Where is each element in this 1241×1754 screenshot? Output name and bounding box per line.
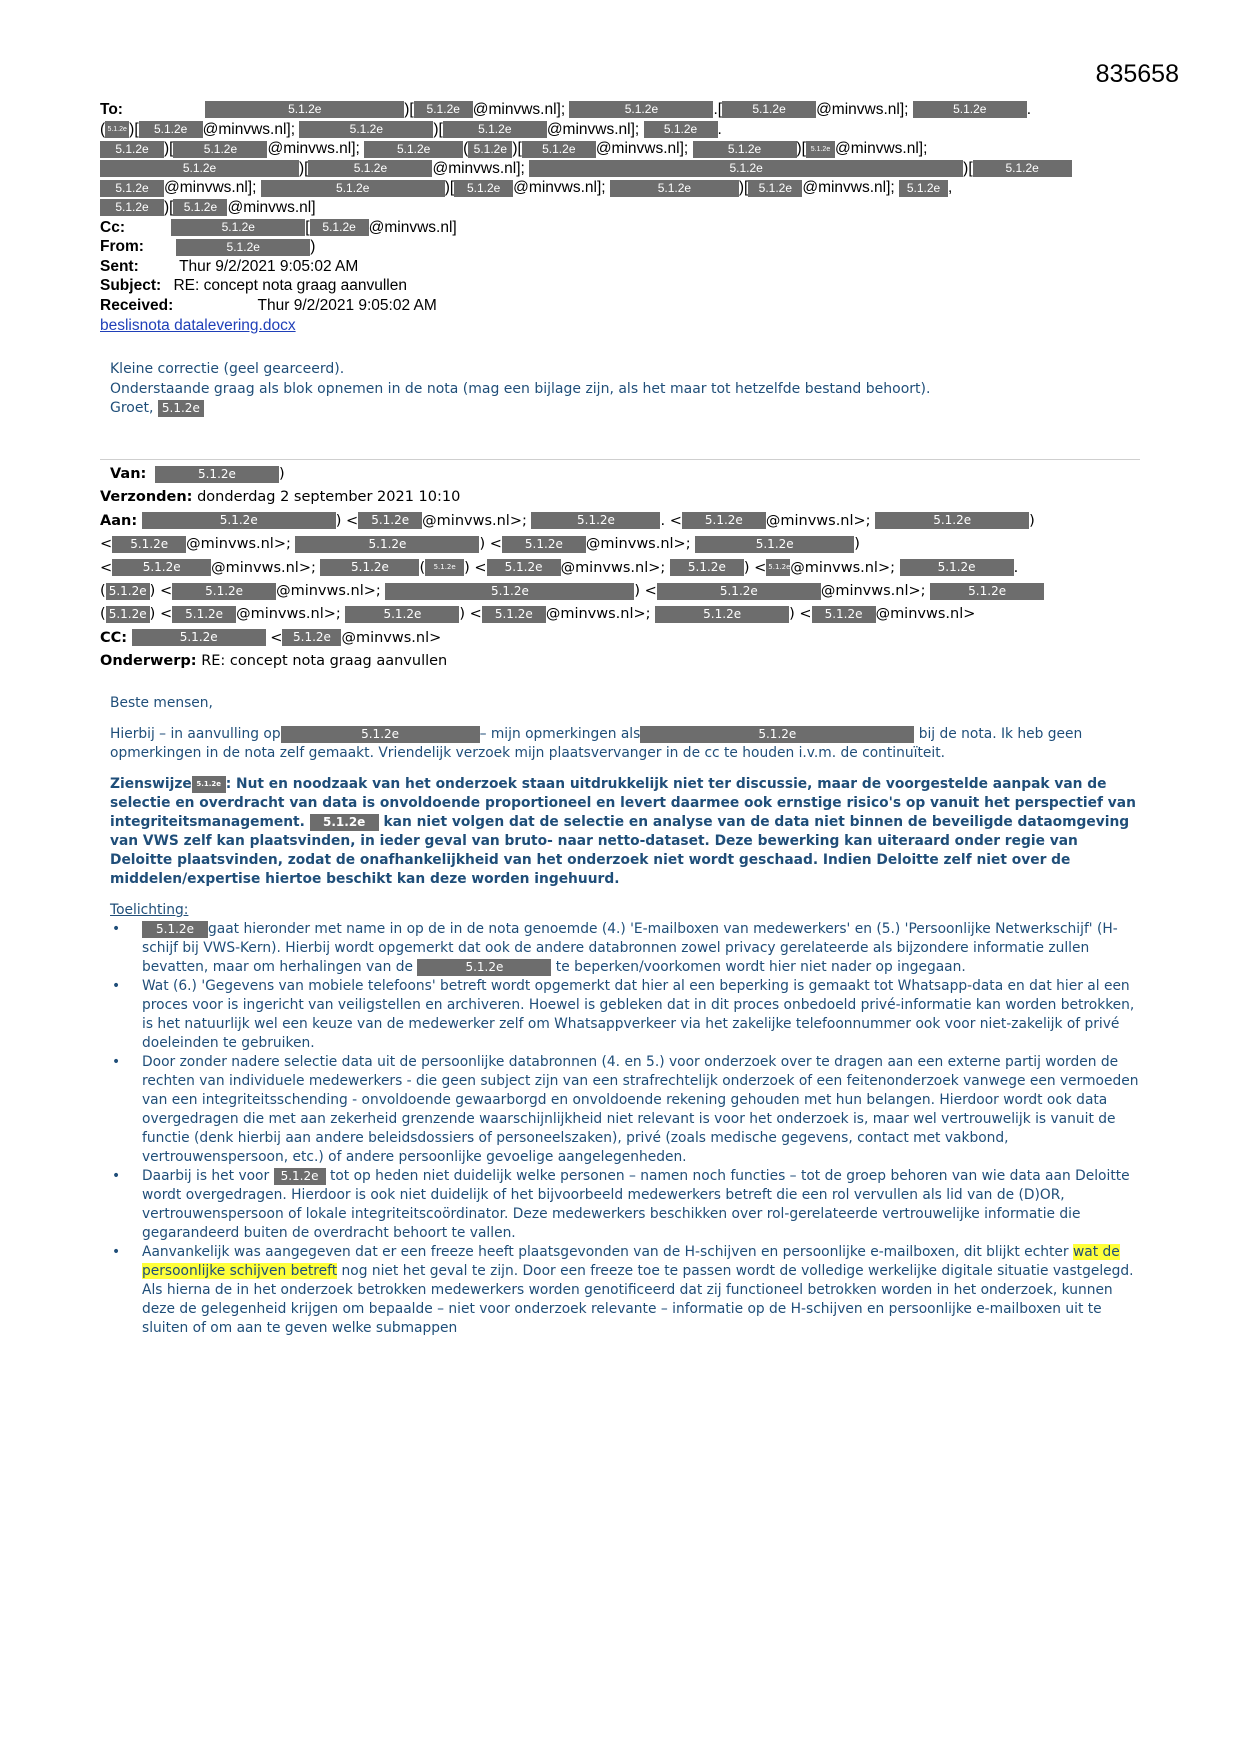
redaction: 5.1.2e: [105, 121, 129, 138]
received-value: Thur 9/2/2021 9:05:02 AM: [257, 296, 437, 314]
van-label: Van:: [110, 466, 147, 482]
redaction: 5.1.2e: [722, 101, 816, 118]
zienswijze-label: Zienswijze: [110, 776, 192, 792]
sent-label: Sent:: [100, 257, 139, 275]
email-domain: @minvws.nl>;: [236, 606, 341, 623]
list-item-text: nog niet het geval te zijn. Door een freeze toe te passen wordt de volledige werkelijke digitale situatie vastgelegd. Als hierna de in het onderzoek betrokken medewerkers worden genotificeerd dat zij functioneel betrokken worden in het onderzoek, kunnen deze de gelegenheid krijgen om bepaalde – niet voor onderzoek relevante – informatie op de H-schijven en persoonlijke e-mailboxen uit te sluiten of om aan te geven welke submappen: [142, 1263, 1134, 1336]
cc-label: Cc:: [100, 218, 125, 236]
redaction: 5.1.2e: [358, 512, 422, 529]
intro-paragraph: [110, 725, 1140, 763]
zienswijze-paragraph: [110, 775, 1140, 889]
redaction: 5.1.2e: [171, 219, 305, 236]
email-domain: @minvws.nl>: [875, 606, 976, 623]
email-domain: @minvws.nl];: [164, 179, 257, 197]
email-domain: @minvws.nl>;: [545, 606, 651, 623]
redaction: 5.1.2e: [176, 239, 310, 256]
onderwerp-label: Onderwerp:: [100, 653, 197, 670]
from-line: From: 5.1.2e ): [100, 238, 316, 256]
attachment-link[interactable]: beslisnota datalevering.docx: [100, 316, 296, 334]
redaction: 5.1.2e: [913, 101, 1027, 118]
redaction: 5.1.2e: [414, 101, 473, 118]
redaction: 5.1.2e: [482, 606, 546, 623]
email-domain: @minvws.nl];: [472, 101, 566, 118]
subject-label: Subject:: [100, 277, 162, 295]
list-item-text: tot op heden niet duidelijk welke personen – namen noch functies – tot de groep behoren van wie data aan Deloitte wordt overgedragen. Hierdoor is ook niet duidelijk of het bijvoorbeeld medewerkers betreft die een rol vervullen als lid van de (D)OR, vertrouwenspersoon of lokale integriteitscoördinator. Deze medewerkers beschikken over rol-gerelateerde vertrouwelijke informatie die gegarandeerd buiten de overdracht behoort te vallen.: [142, 1168, 1130, 1241]
redaction: 5.1.2e: [425, 559, 464, 576]
cc-line: CC: 5.1.2e < 5.1.2e @minvws.nl>: [100, 629, 442, 646]
separator: [100, 459, 1140, 460]
list-item-text: gaat hieronder met name in op de in de nota genoemde (4.) 'E-mailboxen van medewerkers' en (5.) 'Persoonlijke Netwerkschijf' (H-schijf bij VWS-Kern). Hierbij wordt opgemerkt dat ook de andere databronnen zowel privacy gerelateerde als bijzondere informatie zullen bevatten, maar om herhalingen van de: [142, 921, 1118, 975]
email-domain: @minvws.nl];: [834, 140, 928, 158]
redaction: 5.1.2e: [748, 180, 802, 197]
redaction: 5.1.2e: [682, 512, 766, 529]
toelichting-heading: Toelichting:: [110, 902, 189, 918]
verzonden-value: donderdag 2 september 2021 10:10: [197, 489, 461, 506]
to-line: 5.1.2e )[ 5.1.2e @minvws.nl]; 5.1.2e )[ 5.1.2e: [100, 159, 1110, 179]
redaction: 5.1.2e: [308, 160, 432, 177]
aan-line: < 5.1.2e @minvws.nl>; 5.1.2e ) < 5.1.2e @minvws.nl>; 5.1.2e ): [100, 536, 860, 553]
redaction: 5.1.2e: [385, 583, 634, 600]
redaction: 5.1.2e: [502, 536, 586, 553]
email-domain: @minvws.nl];: [816, 101, 909, 118]
redaction: 5.1.2e: [100, 141, 164, 158]
redaction: 5.1.2e: [158, 400, 204, 417]
redaction: 5.1.2e: [142, 921, 208, 938]
van-line: Van: 5.1.2e ): [110, 466, 285, 482]
email-domain: @minvws.nl];: [432, 159, 525, 177]
message-body: [100, 694, 1140, 1338]
redaction: 5.1.2e: [192, 776, 226, 793]
verzonden-line: [100, 486, 1140, 509]
email-domain: @minvws.nl>;: [422, 512, 527, 529]
redaction: 5.1.2e: [139, 121, 203, 138]
redaction: 5.1.2e: [610, 180, 739, 197]
email-domain: @minvws.nl];: [595, 140, 689, 158]
reply-line-2: Onderstaande graag als blok opnemen in de nota (mag een bijlage zijn, als het maar tot hetzelfde bestand behoort).: [110, 380, 931, 397]
list-item-text: te beperken/voorkomen wordt hier niet nader op ingegaan.: [555, 959, 966, 975]
document-number: 835658: [1095, 60, 1179, 88]
onderwerp-line: [100, 650, 1140, 673]
email-domain: @minvws.nl]: [368, 218, 457, 236]
redaction: 5.1.2e: [695, 536, 854, 553]
redaction: 5.1.2e: [320, 559, 419, 576]
subject-line: [100, 276, 1110, 296]
redaction: 5.1.2e: [806, 141, 835, 158]
list-item-text: Aanvankelijk was aangegeven dat er een freeze heeft plaatsgevonden van de H-schijven en persoonlijke e-mailboxen, dit blijkt echter: [142, 1244, 1069, 1260]
list-item: • Wat (6.) 'Gegevens van mobiele telefoons' betreft wordt opgemerkt dat hier al een beperking is gemaakt tot Whatsapp-data en dat hier al een proces voor is ingericht van veiligstellen en archiveren. Hoewel is gebleken dat in dit proces onbedoeld privé-informatie kan worden betrokken, is het natuurlijk wel een keuze van de medewerker zelf om Whatsappverkeer via het zakelijke telefoonnummer ook voor niet-zakelijk of privé doeleinden te gebruiken.: [142, 977, 1140, 1053]
redaction: 5.1.2e: [900, 559, 1014, 576]
redaction: 5.1.2e: [100, 160, 299, 177]
email-header: [100, 100, 1110, 335]
redaction: 5.1.2e: [345, 606, 459, 623]
reply-message: [100, 360, 1150, 419]
redaction: 5.1.2e: [100, 199, 164, 216]
redaction: 5.1.2e: [112, 559, 211, 576]
redaction: 5.1.2e: [274, 1168, 326, 1185]
redaction: 5.1.2e: [522, 141, 596, 158]
aan-line: ( 5.1.2e ) < 5.1.2e @minvws.nl>; 5.1.2e ) < 5.1.2e @minvws.nl>; 5.1.2e: [100, 580, 1140, 603]
redaction: 5.1.2e: [155, 466, 279, 483]
redaction: 5.1.2e: [281, 726, 480, 743]
redaction: 5.1.2e: [454, 180, 513, 197]
verzonden-label: Verzonden:: [100, 489, 193, 506]
intro-text-c: bij de nota. Ik heb geen opmerkingen in de nota zelf gemaakt. Vriendelijk verzoek mijn plaatsvervanger in de cc te houden i.v.m. de continuïteit.: [110, 726, 1083, 761]
redaction: 5.1.2e: [417, 959, 551, 976]
to-label: To:: [100, 101, 123, 118]
redaction: 5.1.2e: [899, 180, 948, 197]
salutation: Beste mensen,: [110, 695, 213, 711]
email-domain: @minvws.nl>;: [765, 512, 871, 529]
intro-text-b: – mijn opmerkingen als: [479, 726, 641, 742]
redaction: 5.1.2e: [173, 141, 267, 158]
redaction: 5.1.2e: [569, 101, 713, 118]
cc-line: Cc: 5.1.2e [ 5.1.2e @minvws.nl]: [100, 218, 457, 236]
redaction: 5.1.2e: [132, 629, 266, 646]
redaction: 5.1.2e: [468, 141, 512, 158]
fwd-cc-label: CC:: [100, 629, 128, 646]
redaction: 5.1.2e: [487, 559, 561, 576]
email-domain: @minvws.nl>: [341, 629, 442, 646]
email-domain: @minvws.nl>;: [790, 559, 895, 576]
redaction: 5.1.2e: [100, 180, 164, 197]
zienswijze-text-a: : Nut en noodzaak van het onderzoek staan uitdrukkelijk niet ter discussie, maar de voorgestelde aanpak van de selectie en overdracht van data is onvoldoende proportioneel en levert daarmee ook ernstige risico's op vanuit het perspectief van integriteitsmanagement.: [110, 776, 1136, 830]
to-line: To: 5.1.2e )[ 5.1.2e @minvws.nl]; 5.1.2e .[ 5.1.2e @minvws.nl]; 5.1.2e .: [100, 101, 1032, 118]
forwarded-header: [100, 463, 1140, 674]
redaction: 5.1.2e: [282, 629, 341, 646]
redaction: 5.1.2e: [640, 726, 914, 743]
list-item: [142, 1167, 1140, 1243]
redaction: 5.1.2e: [693, 141, 797, 158]
to-line: 5.1.2e )[ 5.1.2e @minvws.nl]; 5.1.2e ( 5.1.2e )[ 5.1.2e @minvws.nl]; 5.1.2e )[ 5.1.2e @minvws.nl];: [100, 139, 1110, 159]
redaction: 5.1.2e: [310, 814, 379, 831]
redaction: 5.1.2e: [930, 583, 1044, 600]
redaction: 5.1.2e: [205, 101, 404, 118]
subject-value: RE: concept nota graag aanvullen: [173, 277, 407, 295]
onderwerp-value: RE: concept nota graag aanvullen: [201, 653, 448, 670]
email-domain: @minvws.nl>;: [560, 559, 666, 576]
email-domain: @minvws.nl>;: [585, 536, 691, 553]
redaction: 5.1.2e: [766, 559, 790, 576]
aan-label: Aan:: [100, 512, 138, 529]
toelichting-list: [110, 920, 1140, 1338]
redaction: 5.1.2e: [106, 583, 150, 600]
zienswijze-text-b: kan niet volgen dat de selectie en analyse van de data niet binnen de beveiligde dataomgeving van VWS zelf kan plaatsvinden, in ieder geval van bruto- naar netto-dataset. Deze bewerking kan uiteraard onder regie van Deloitte plaatsvinden, zodat de onafhankelijkheid van het onderzoek niet wordt geschaad. Indien Deloitte zelf niet over de middelen/expertise hiertoe beschikt kan deze worden ingehuurd.: [110, 814, 1130, 887]
highlighted-text: wat de persoonlijke schijven betreft: [142, 1244, 1120, 1279]
list-item: [142, 1243, 1140, 1338]
aan-line: Aan: 5.1.2e ) < 5.1.2e @minvws.nl>; 5.1.2e . < 5.1.2e @minvws.nl>; 5.1.2e ): [100, 512, 1035, 529]
to-line: 5.1.2e )[ 5.1.2e @minvws.nl]: [100, 198, 1110, 218]
email-domain: @minvws.nl>;: [211, 559, 316, 576]
email-domain: @minvws.nl]: [227, 198, 316, 216]
list-item: [142, 920, 1140, 977]
redaction: 5.1.2e: [670, 559, 744, 576]
redaction: 5.1.2e: [299, 121, 433, 138]
email-domain: @minvws.nl];: [202, 120, 296, 138]
redaction: 5.1.2e: [310, 219, 369, 236]
redaction: 5.1.2e: [875, 512, 1029, 529]
email-domain: @minvws.nl>;: [276, 583, 381, 600]
email-domain: @minvws.nl];: [546, 120, 640, 138]
redaction: 5.1.2e: [172, 583, 276, 600]
email-domain: @minvws.nl];: [513, 179, 606, 197]
redaction: 5.1.2e: [106, 606, 150, 623]
reply-greeting-line: [110, 399, 1150, 419]
email-domain: @minvws.nl>;: [820, 583, 926, 600]
received-line: [100, 296, 1110, 316]
attachment-line: [100, 316, 1110, 336]
redaction: 5.1.2e: [529, 160, 963, 177]
from-label: From:: [100, 238, 144, 256]
redaction: 5.1.2e: [142, 512, 336, 529]
list-item: • Door zonder nadere selectie data uit de persoonlijke databronnen (4. en 5.) voor onderzoek over te dragen aan een externe partij worden de rechten van individuele medewerkers - die geen subject zijn van een strafrechtelijk onderzoek of een feitenonderzoek vanwege een vermoeden van een integriteitsschending - onvoldoende gewaarborgd en onvoldoende rekening gehouden met hun belangen. Hierdoor wordt ook data overgedragen die met aan zekerheid grenzende waarschijnlijkheid niet relevant is voor het onderzoek is, maar wel vertrouwelijk is vanuit de functie (denk hierbij aan andere beleidsdossiers of personeelszaken), privé (zoals medische gegevens, contact met vakbond, vertrouwenspersoon, etc.) of andere persoonlijke gevoelige aangelegenheden.: [142, 1053, 1140, 1167]
list-item-text: Daarbij is het voor: [142, 1168, 270, 1184]
redaction: 5.1.2e: [364, 141, 463, 158]
email-domain: @minvws.nl];: [267, 140, 360, 158]
redaction: 5.1.2e: [657, 583, 821, 600]
greeting: Groet,: [110, 400, 154, 416]
sent-line: [100, 257, 1110, 277]
redaction: 5.1.2e: [261, 180, 445, 197]
redaction: 5.1.2e: [173, 199, 227, 216]
to-line: 5.1.2e @minvws.nl]; 5.1.2e )[ 5.1.2e @minvws.nl]; 5.1.2e )[ 5.1.2e @minvws.nl]; 5.1.2e ,: [100, 178, 1110, 198]
to-line: ( 5.1.2e )[ 5.1.2e @minvws.nl]; 5.1.2e )[ 5.1.2e @minvws.nl]; 5.1.2e .: [100, 120, 722, 138]
reply-line-1: Kleine correctie (geel gearceerd).: [110, 361, 345, 377]
redaction: 5.1.2e: [112, 536, 186, 553]
email-domain: @minvws.nl>;: [186, 536, 291, 553]
received-label: Received:: [100, 296, 174, 314]
redaction: 5.1.2e: [531, 512, 660, 529]
redaction: 5.1.2e: [443, 121, 547, 138]
aan-line: ( 5.1.2e ) < 5.1.2e @minvws.nl>; 5.1.2e ) < 5.1.2e @minvws.nl>; 5.1.2e ) < 5.1.2e @minvws.nl>: [100, 606, 976, 623]
redaction: 5.1.2e: [973, 160, 1072, 177]
intro-text-a: Hierbij – in aanvulling op: [110, 726, 281, 742]
redaction: 5.1.2e: [655, 606, 789, 623]
redaction: 5.1.2e: [172, 606, 236, 623]
redaction: 5.1.2e: [644, 121, 718, 138]
aan-line: < 5.1.2e @minvws.nl>; 5.1.2e ( 5.1.2e ) < 5.1.2e @minvws.nl>; 5.1.2e ) < 5.1.2e@minvws.nl>; 5.1.2e .: [100, 559, 1019, 576]
sent-value: Thur 9/2/2021 9:05:02 AM: [179, 257, 359, 275]
redaction: 5.1.2e: [812, 606, 876, 623]
email-domain: @minvws.nl];: [802, 179, 895, 197]
redaction: 5.1.2e: [295, 536, 479, 553]
